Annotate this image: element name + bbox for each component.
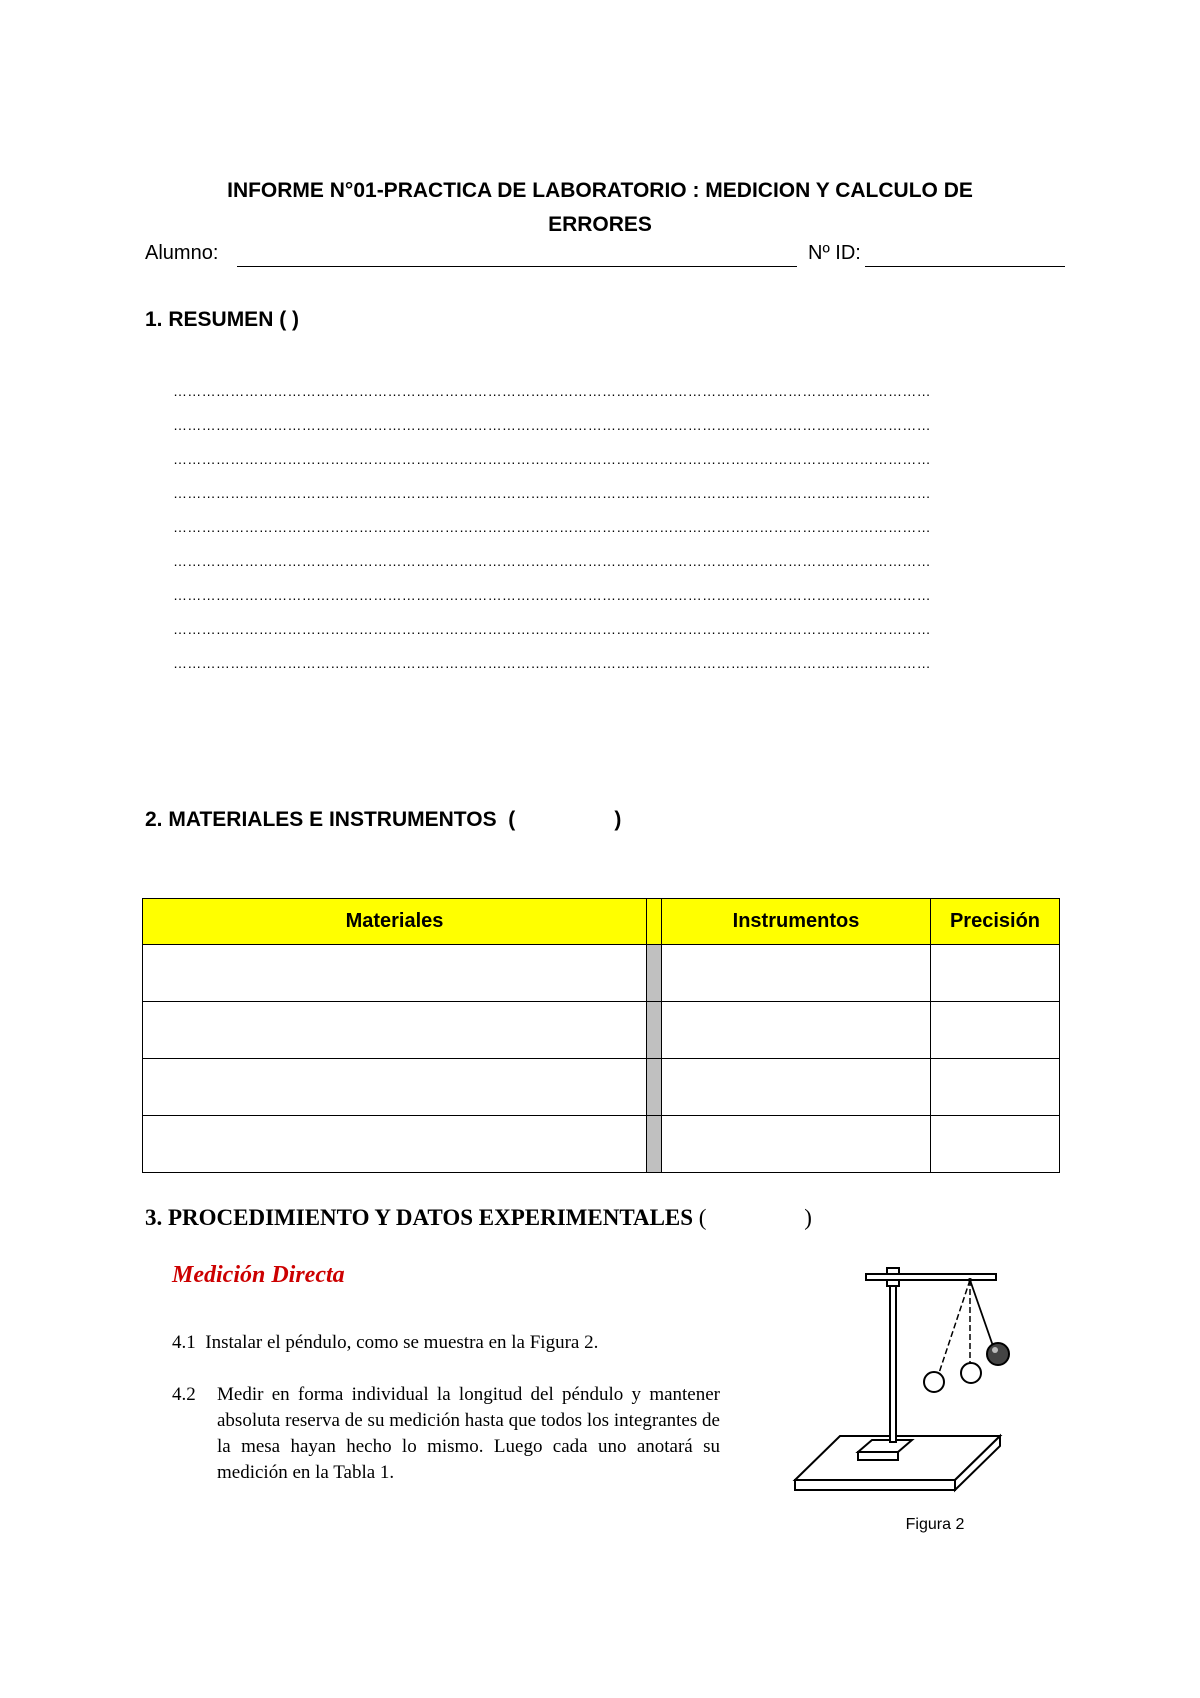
header-instrumentos: Instrumentos: [662, 899, 931, 945]
figure-caption: Figura 2: [905, 1516, 965, 1533]
alumno-field[interactable]: [237, 266, 797, 267]
cell-material[interactable]: [143, 945, 647, 1002]
cell-material[interactable]: [143, 1002, 647, 1059]
resumen-line: ……………………………………………………………………………………………………………………………………………: [173, 587, 931, 603]
section-procedimiento-heading: [145, 1205, 812, 1231]
pendulum-bob-center: [961, 1363, 981, 1383]
pendulum-string-left: [938, 1280, 970, 1376]
resumen-line: ……………………………………………………………………………………………………………………………………………: [173, 621, 931, 637]
section-materiales-heading: 2. MATERIALES E INSTRUMENTOS ( ): [145, 808, 622, 831]
pendulum-bob-right: [987, 1343, 1009, 1365]
table-header-row: [143, 899, 1060, 945]
header-materiales: Materiales: [143, 899, 647, 945]
cell-material[interactable]: [143, 1059, 647, 1116]
header-separator: [647, 899, 662, 945]
section3-paren: ( ): [693, 1205, 812, 1230]
cell-precision[interactable]: [931, 1002, 1060, 1059]
resumen-line: ……………………………………………………………………………………………………………………………………………: [173, 553, 931, 569]
bob-highlight: [992, 1347, 998, 1353]
resumen-line: ……………………………………………………………………………………………………………………………………………: [173, 417, 931, 433]
cell-instrumento[interactable]: [662, 1002, 931, 1059]
cell-instrumento[interactable]: [662, 1059, 931, 1116]
base-plate-front: [795, 1480, 955, 1490]
cell-precision[interactable]: [931, 1116, 1060, 1173]
resumen-line: ……………………………………………………………………………………………………………………………………………: [173, 485, 931, 501]
step-text: Instalar el péndulo, como se muestra en la Figura 2.: [205, 1332, 599, 1353]
resumen-line: ……………………………………………………………………………………………………………………………………………: [173, 655, 931, 671]
row-separator: [647, 1002, 662, 1059]
section-resumen-heading: 1. RESUMEN ( ): [145, 308, 300, 331]
cell-instrumento[interactable]: [662, 945, 931, 1002]
header-precision: Precisión: [931, 899, 1060, 945]
pendulum-string-right: [970, 1280, 993, 1346]
resumen-line: ……………………………………………………………………………………………………………………………………………: [173, 451, 931, 467]
id-field[interactable]: [865, 266, 1065, 267]
step-number: 4.1: [172, 1332, 196, 1353]
row-separator: [647, 1116, 662, 1173]
alumno-label: Alumno:: [145, 242, 219, 264]
row-separator: [647, 945, 662, 1002]
stand-rod: [890, 1270, 896, 1442]
stand-foot-front: [858, 1452, 898, 1460]
horizontal-bar: [866, 1274, 996, 1280]
student-info-row: [145, 242, 1065, 274]
section3-title: 3. PROCEDIMIENTO Y DATOS EXPERIMENTALES: [145, 1205, 694, 1230]
table-row: [143, 1002, 1060, 1059]
resumen-line: ……………………………………………………………………………………………………………………………………………: [173, 519, 931, 535]
step-number: 4.2: [172, 1384, 196, 1405]
step-text: Medir en forma individual la longitud del péndulo y mantener absoluta reserva de su medición hasta que todos los integrantes de la mesa hayan hecho lo mismo. Luego cada uno anotará su medición en la Tabla 1.: [217, 1384, 720, 1483]
pendulum-figure: [780, 1250, 1020, 1510]
table-row: [143, 1116, 1060, 1173]
document-title-line2: ERRORES: [548, 213, 652, 236]
row-separator: [647, 1059, 662, 1116]
id-label: Nº ID:: [808, 242, 861, 264]
cell-material[interactable]: [143, 1116, 647, 1173]
materials-table: [142, 898, 1060, 1173]
cell-instrumento[interactable]: [662, 1116, 931, 1173]
cell-precision[interactable]: [931, 945, 1060, 1002]
document-title-line1: INFORME N°01-PRACTICA DE LABORATORIO : MEDICION Y CALCULO DE: [227, 179, 973, 202]
step-4-2: [172, 1382, 720, 1486]
resumen-line: ……………………………………………………………………………………………………………………………………………: [173, 383, 931, 399]
table-row: [143, 1059, 1060, 1116]
pendulum-bob-left: [924, 1372, 944, 1392]
cell-precision[interactable]: [931, 1059, 1060, 1116]
medicion-directa-subheading: Medición Directa: [172, 1262, 345, 1288]
step-4-1: [172, 1330, 732, 1356]
table-row: [143, 945, 1060, 1002]
